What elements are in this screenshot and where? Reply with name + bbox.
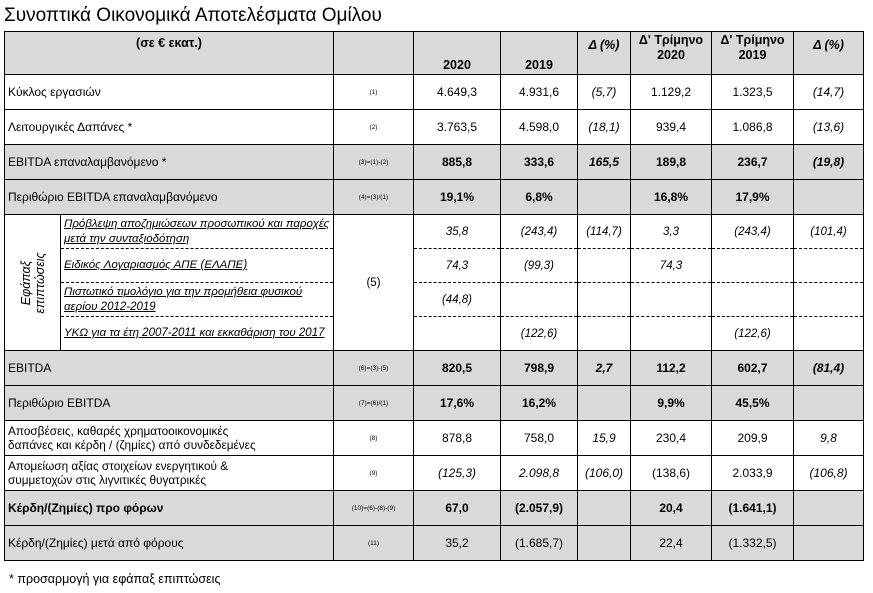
cell-qdelta [794,283,864,317]
cell-q2020: 20,4 [631,491,712,526]
cell-q2020: 9,9% [631,386,712,421]
table-row [5,351,864,386]
row-label: Περιθώριο EBITDA επαναλαμβανόμενο [5,180,334,215]
row-label: Κέρδη/(Ζημίες) προ φόρων [5,491,334,526]
table-row [5,526,864,561]
row-label [5,421,334,456]
cell-2019: 4.931,6 [501,75,578,110]
row-label: Κύκλος εργασιών [5,75,334,110]
header-q4-2020-l2: 2020 [657,48,685,62]
cell-delta: 2,7 [578,351,631,386]
one-off-row [5,283,864,317]
cell-q2020: 74,3 [631,249,712,283]
cell-2020: 878,8 [414,421,501,456]
cell-2019: 4.598,0 [501,110,578,145]
header-q4-2019-l1: Δ' Τρίμηνο [720,33,785,47]
cell-q2019: 45,5% [712,386,794,421]
header-q4-2020 [631,32,712,75]
cell-delta: (106,0) [578,456,631,491]
row-label: Περιθώριο EBITDA [5,386,334,421]
row-ref: (7)=(6)/(1) [334,386,414,421]
row-ref: (3)=(1)-(2) [334,145,414,180]
cell-2020: 74,3 [414,249,501,283]
cell-q2019: (122,6) [712,317,794,351]
cell-qdelta: (13,6) [794,110,864,145]
one-off-row [5,317,864,351]
table-row [5,75,864,110]
one-off-label: ΥΚΩ για τα έτη 2007-2011 και εκκαθάριση του 2017 [61,317,334,351]
cell-qdelta: (81,4) [794,351,864,386]
cell-q2020: 112,2 [631,351,712,386]
cell-q2019 [712,283,794,317]
header-q4-2020-l1: Δ' Τρίμηνο [638,33,704,47]
footnote: * προσαρμογή για εφάπαξ επιπτώσεις [9,572,221,586]
row-label: Λειτουργικές Δαπάνες * [5,110,334,145]
cell-delta [578,317,631,351]
cell-2019: 798,9 [501,351,578,386]
cell-q2020: 22,4 [631,526,712,561]
one-off-row [5,249,864,283]
cell-q2019: 1.323,5 [712,75,794,110]
cell-q2019: (1.641,1) [712,491,794,526]
cell-qdelta [794,526,864,561]
one-off-group-label-l1: Εφάπαξ [18,260,33,305]
cell-qdelta: (106,8) [794,456,864,491]
table-row [5,180,864,215]
header-2020: 2020 [414,32,501,75]
cell-q2019: 236,7 [712,145,794,180]
table-row [5,110,864,145]
cell-delta: (18,1) [578,110,631,145]
row-label: Κέρδη/(Ζημίες) μετά από φόρους [5,526,334,561]
row-label [5,456,334,491]
cell-2019: (2.057,9) [501,491,578,526]
row-ref: (6)=(3)-(5) [334,351,414,386]
cell-q2020: 189,8 [631,145,712,180]
header-q4-2019-l2: 2019 [738,48,767,62]
cell-q2020 [631,317,712,351]
cell-2020: 17,6% [414,386,501,421]
cell-2019: (1.685,7) [501,526,578,561]
cell-2020: 4.649,3 [414,75,501,110]
cell-2019: 6,8% [501,180,578,215]
cell-2019: 333,6 [501,145,578,180]
cell-delta: (5,7) [578,75,631,110]
cell-2020: 820,5 [414,351,501,386]
cell-delta [578,249,631,283]
cell-q2019: 602,7 [712,351,794,386]
header-unit: (σε € εκατ.) [5,32,334,75]
cell-qdelta: 9,8 [794,421,864,456]
table-row [5,145,864,180]
cell-delta [578,283,631,317]
cell-2020 [414,317,501,351]
cell-q2020: 939,4 [631,110,712,145]
row-label-l1: Αποσβέσεις, καθαρές χρηματοοικονομικές [8,424,229,438]
cell-delta: 15,9 [578,421,631,456]
one-off-label: Πρόβλεψη αποζημιώσεων προσωπικού και παροχές μετά την συνταξιοδότηση [61,215,334,249]
cell-delta: (114,7) [578,215,631,249]
cell-delta: 165,5 [578,145,631,180]
cell-delta [578,491,631,526]
row-label-l1: Απομείωση αξίας στοιχείων ενεργητικού & [8,459,229,473]
cell-q2020: 16,8% [631,180,712,215]
row-ref: (4)=(3)/(1) [334,180,414,215]
cell-2020: 19,1% [414,180,501,215]
cell-q2020: (138,6) [631,456,712,491]
table-header-row [5,32,864,75]
table-row [5,491,864,526]
one-off-label: Ειδικός Λογαριασμός ΑΠΕ (ΕΛΑΠΕ) [61,249,334,283]
cell-2020: 885,8 [414,145,501,180]
cell-qdelta [794,249,864,283]
header-q-delta: Δ (%) [794,32,864,75]
page-title: Συνοπτικά Οικονομικά Αποτελέσματα Ομίλου [4,5,382,26]
header-delta: Δ (%) [578,32,631,75]
cell-delta [578,526,631,561]
cell-q2020: 3,3 [631,215,712,249]
row-ref: (2) [334,110,414,145]
cell-2020: 35,8 [414,215,501,249]
row-ref: (1) [334,75,414,110]
cell-2020: (125,3) [414,456,501,491]
cell-2020: 3.763,5 [414,110,501,145]
cell-q2019: (243,4) [712,215,794,249]
cell-2019: (243,4) [501,215,578,249]
cell-delta [578,386,631,421]
cell-qdelta: (19,8) [794,145,864,180]
header-q4-2019 [712,32,794,75]
row-ref: (11) [334,526,414,561]
row-ref: (8) [334,421,414,456]
cell-qdelta: (101,4) [794,215,864,249]
one-off-label: Πιστωτικό τιμολόγιο για την προμήθεια φυσικού αερίου 2012-2019 [61,283,334,317]
cell-q2019: 1.086,8 [712,110,794,145]
cell-delta [578,180,631,215]
cell-2020: (44,8) [414,283,501,317]
row-ref: (10)=(6)-(8)-(9) [334,491,414,526]
row-label: EBITDA [5,351,334,386]
cell-2019: (99,3) [501,249,578,283]
cell-q2020 [631,283,712,317]
cell-2020: 67,0 [414,491,501,526]
cell-2019: 2.098,8 [501,456,578,491]
cell-q2019: (1.332,5) [712,526,794,561]
header-2019: 2019 [501,32,578,75]
cell-q2019: 2.033,9 [712,456,794,491]
cell-qdelta [794,180,864,215]
cell-q2019 [712,249,794,283]
financial-results-table [4,31,864,561]
cell-q2020: 230,4 [631,421,712,456]
table-row [5,386,864,421]
table-row [5,456,864,491]
cell-qdelta [794,386,864,421]
cell-2019: 16,2% [501,386,578,421]
one-off-row [5,215,864,249]
cell-q2020: 1.129,2 [631,75,712,110]
one-off-group-label-l2: επιπτώσεις [32,251,47,314]
row-label-l2: συμμετοχών στις λιγνιτικές θυγατρικές [8,473,207,487]
table-row [5,421,864,456]
cell-2019: 758,0 [501,421,578,456]
row-label: EBITDA επαναλαμβανόμενο * [5,145,334,180]
cell-2019 [501,283,578,317]
one-off-group-label [5,215,61,351]
cell-2019: (122,6) [501,317,578,351]
cell-q2019: 17,9% [712,180,794,215]
cell-qdelta [794,317,864,351]
row-ref: (9) [334,456,414,491]
one-off-ref: (5) [334,215,414,351]
cell-q2019: 209,9 [712,421,794,456]
cell-qdelta: (14,7) [794,75,864,110]
cell-qdelta [794,491,864,526]
header-ref-empty [334,32,414,75]
cell-2020: 35,2 [414,526,501,561]
row-label-l2: δαπάνες και κέρδη / (ζημίες) από συνδεδεμένες [8,438,256,452]
